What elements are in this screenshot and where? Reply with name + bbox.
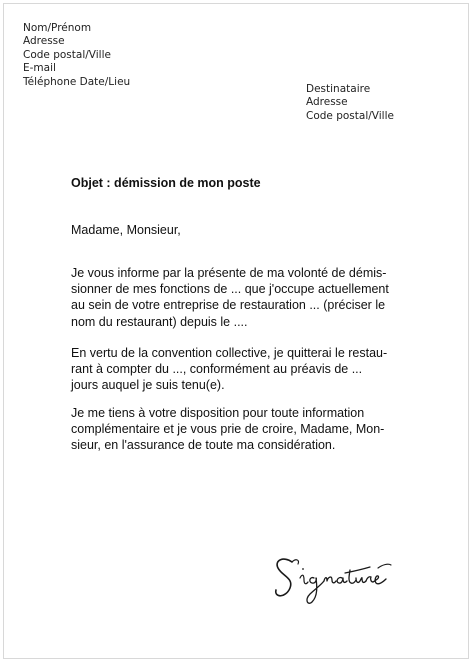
paragraph-line: Je me tiens à votre disposition pour toute information [71, 406, 365, 420]
paragraph-line: nom du restaurant) depuis le .... [71, 314, 248, 329]
paragraph-line: sionner de mes fonctions de ... que j'occupe actuellement [71, 282, 389, 297]
sender-email: E-mail [23, 62, 56, 75]
body-paragraph-3 [71, 405, 384, 454]
paragraph-line: complémentaire et je vous prie de croire, Madame, Mon- [71, 422, 385, 437]
recipient-address: Adresse [306, 96, 348, 109]
sender-phone-date-place: Téléphone Date/Lieu [23, 75, 131, 88]
sender-block [23, 22, 130, 89]
salutation: Madame, Monsieur, [71, 223, 181, 237]
sender-address: Adresse [23, 35, 65, 48]
paragraph-line: Je vous informe par la présente de ma volonté de démis- [71, 266, 387, 280]
paragraph-line: rant à compter du ..., conformément au préavis de ... [71, 362, 363, 377]
body-paragraph-1 [71, 265, 389, 330]
recipient-postal-city: Code postal/Ville [306, 109, 394, 122]
sender-postal-city: Code postal/Ville [23, 48, 111, 61]
recipient-block [306, 83, 394, 123]
sender-name: Nom/Prénom [23, 22, 92, 34]
handwritten-signature [270, 548, 400, 610]
subject-line: Objet : démission de mon poste [71, 176, 261, 190]
recipient-name: Destinataire [306, 83, 371, 95]
paragraph-line: au sein de votre entreprise de restauration ... (préciser le [71, 298, 386, 313]
paragraph-line: sieur, en l'assurance de toute ma considération. [71, 438, 336, 453]
body-paragraph-2 [71, 345, 387, 394]
paragraph-line: En vertu de la convention collective, je quitterai le restau- [71, 346, 388, 360]
paragraph-line: jours auquel je suis tenu(e). [71, 378, 225, 393]
